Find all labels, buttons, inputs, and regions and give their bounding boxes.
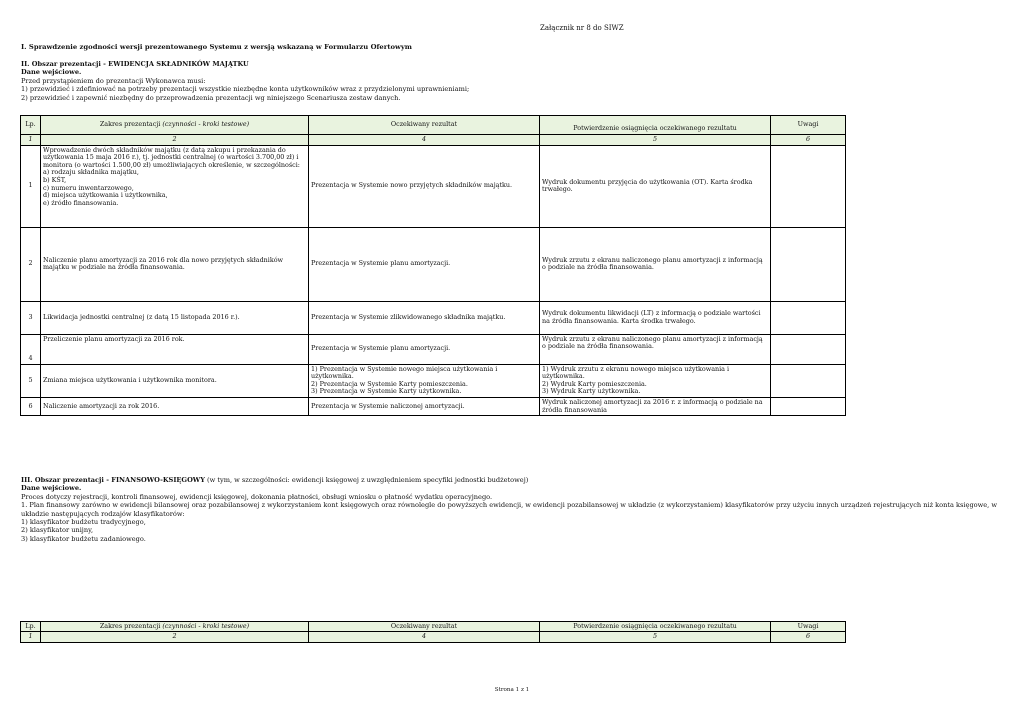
column-number: 5 [540,135,771,146]
row-notes [771,227,846,301]
attachment-label: Załącznik nr 8 do SIWZ [540,24,624,32]
row-notes [771,301,846,334]
column-number: 6 [771,632,846,643]
row-notes [771,397,846,415]
row-notes [771,334,846,364]
row-confirmation: Wydruk dokumentu przyjęcia do użytkowania (OT). Karta środka trwałego. [540,145,771,227]
section1-heading: I. Sprawdzenie zgodności wersji prezentowanego Systemu z wersją wskazaną w Formularzu Ofertowym [21,43,412,51]
row-lp: 1 [21,145,41,227]
row-lp: 2 [21,227,41,301]
table-row [21,397,846,415]
header-confirmation: Potwierdzenie osiągnięcia oczekiwanego rezultatu [540,622,771,632]
section2-subheading: Dane wejściowe. [21,68,82,77]
header-confirmation: Potwierdzenie osiągnięcia oczekiwanego rezultatu [540,116,771,135]
row-scope: Zmiana miejsca użytkowania i użytkownika monitora. [41,364,309,397]
header-notes: Uwagi [771,622,846,632]
column-number: 2 [41,135,309,146]
column-number: 4 [309,632,540,643]
header-expected: Oczekiwany rezultat [309,622,540,632]
row-expected: Prezentacja w Systemie planu amortyzacji. [309,227,540,301]
section3-line: 3) klasyfikator budżetu zadaniowego. [21,534,146,543]
row-expected: Prezentacja w Systemie nowo przyjętych składników majątku. [309,145,540,227]
row-lp: 5 [21,364,41,397]
row-expected: Prezentacja w Systemie naliczonej amortyzacji. [309,397,540,415]
row-confirmation: Wydruk zrzutu z ekranu naliczonego planu amortyzacji z informacją o podziale na źródła finansowania. [540,334,771,364]
row-scope: Wprowadzenie dwóch składników majątku (z datą zakupu i przekazania do użytkowania 15 maja 2016 r.), tj. jednostki centralnej (o wartości 3.700,00 zł) i monitora (o wartości 1.500,00 zł) umożliwiających określenie, w szczególności: a) rodzaju składnika majątku, b) KŚT, c) numeru inwentarzowego, d) miejsca użytkowania i użytkownika, e) źródło finansowania. [41,145,309,227]
header-lp: Lp. [21,622,41,632]
table-row [21,364,846,397]
row-scope: Naliczenie planu amortyzacji za 2016 rok dla nowo przyjętych składników majątku w podziale na źródła finansowania. [41,227,309,301]
row-confirmation: Wydruk zrzutu z ekranu naliczonego planu amortyzacji z informacją o podziale na źródła finansowania. [540,227,771,301]
section3-block [21,476,1021,543]
row-confirmation: 1) Wydruk zrzutu z ekranu nowego miejsca użytkowania i użytkownika. 2) Wydruk Karty pomieszczenia. 3) Wydruk Karty użytkownika. [540,364,771,397]
page-footer: Strona 1 z 1 [494,687,530,693]
section2-line: 2) przewidzieć i zapewnić niezbędny do przeprowadzenia prezentacji wg niniejszego Scenariusza zestaw danych. [21,93,401,102]
section3-line: Proces dotyczy rejestracji, kontroli finansowej, ewidencji księgowej, dokonania płatności, obsługi wniosku o płatność wydatku operacyjnego. [21,492,493,501]
section3-heading: III. Obszar prezentacji - FINANSOWO-KSIĘGOWY (w tym, w szczególności: ewidencji księgowej z uwzględnieniem specyfiki jednostki budżetowej) [21,476,529,484]
section2-line: 1) przewidzieć i zdefiniować na potrzeby prezentacji wszystkie niezbędne konta użytkowników wraz z przydzielonymi uprawnieniami; [21,85,470,94]
table-row [21,145,846,227]
column-number-row [21,135,846,146]
column-number: 6 [771,135,846,146]
row-lp: 3 [21,301,41,334]
section3-line: 1. Plan finansowy zarówno w ewidencji bilansowej oraz pozabilansowej z wykorzystaniem kont księgowych oraz równolegle do powyższych ewidencji, w ewidencji pozabilansowej w układzie (z wykorzystaniem) klasyfikatorów przy użyciu innych urządzeń rejestrujących niż konta księgowe, w układzie następujących rodzajów klasyfikatorów: [21,501,998,518]
row-notes [771,364,846,397]
section2-block [21,60,469,102]
header-scope: Zakres prezentacji (czynności - kroki testowe) [41,116,309,135]
column-number: 1 [21,135,41,146]
column-number: 1 [21,632,41,643]
table-header-row [21,116,846,135]
row-scope: Likwidacja jednostki centralnej (z datą 15 listopada 2016 r.). [41,301,309,334]
column-number-row [21,632,846,643]
section2-line: Przed przystąpieniem do prezentacji Wykonawca musi: [21,76,206,85]
column-number: 4 [309,135,540,146]
table-row [21,334,846,364]
header-expected: Oczekiwany rezultat [309,116,540,135]
column-number: 5 [540,632,771,643]
section2-heading: II. Obszar prezentacji - EWIDENCJA SKŁADNIKÓW MAJĄTKU [21,60,249,68]
section3-line: 2) klasyfikator unijny, [21,526,94,535]
row-expected: Prezentacja w Systemie zlikwidowanego składnika majątku. [309,301,540,334]
section3-line: 1) klasyfikator budżetu tradycyjnego, [21,518,146,527]
presentation-table-2 [20,621,846,643]
row-expected: 1) Prezentacja w Systemie nowego miejsca użytkowania i użytkownika. 2) Prezentacja w Systemie Karty pomieszczenia. 3) Prezentacja w Systemie Karty użytkownika. [309,364,540,397]
row-scope: Przeliczenie planu amortyzacji za 2016 rok. [41,334,309,364]
header-scope: Zakres prezentacji (czynności - kroki testowe) [41,622,309,632]
row-lp: 4 [21,334,41,364]
presentation-table-1 [20,115,846,416]
row-expected: Prezentacja w Systemie planu amortyzacji. [309,334,540,364]
header-lp: Lp. [21,116,41,135]
row-confirmation: Wydruk dokumentu likwidacji (LT) z informacją o podziale wartości na źródła finansowania. Karta środka trwałego. [540,301,771,334]
row-notes [771,145,846,227]
table-row [21,227,846,301]
header-notes: Uwagi [771,116,846,135]
table-row [21,301,846,334]
row-confirmation: Wydruk naliczonej amortyzacji za 2016 r. z informacją o podziale na źródła finansowania [540,397,771,415]
row-lp: 6 [21,397,41,415]
table-header-row [21,622,846,632]
section3-subheading: Dane wejściowe. [21,484,82,493]
row-scope: Naliczenie amortyzacji za rok 2016. [41,397,309,415]
column-number: 2 [41,632,309,643]
